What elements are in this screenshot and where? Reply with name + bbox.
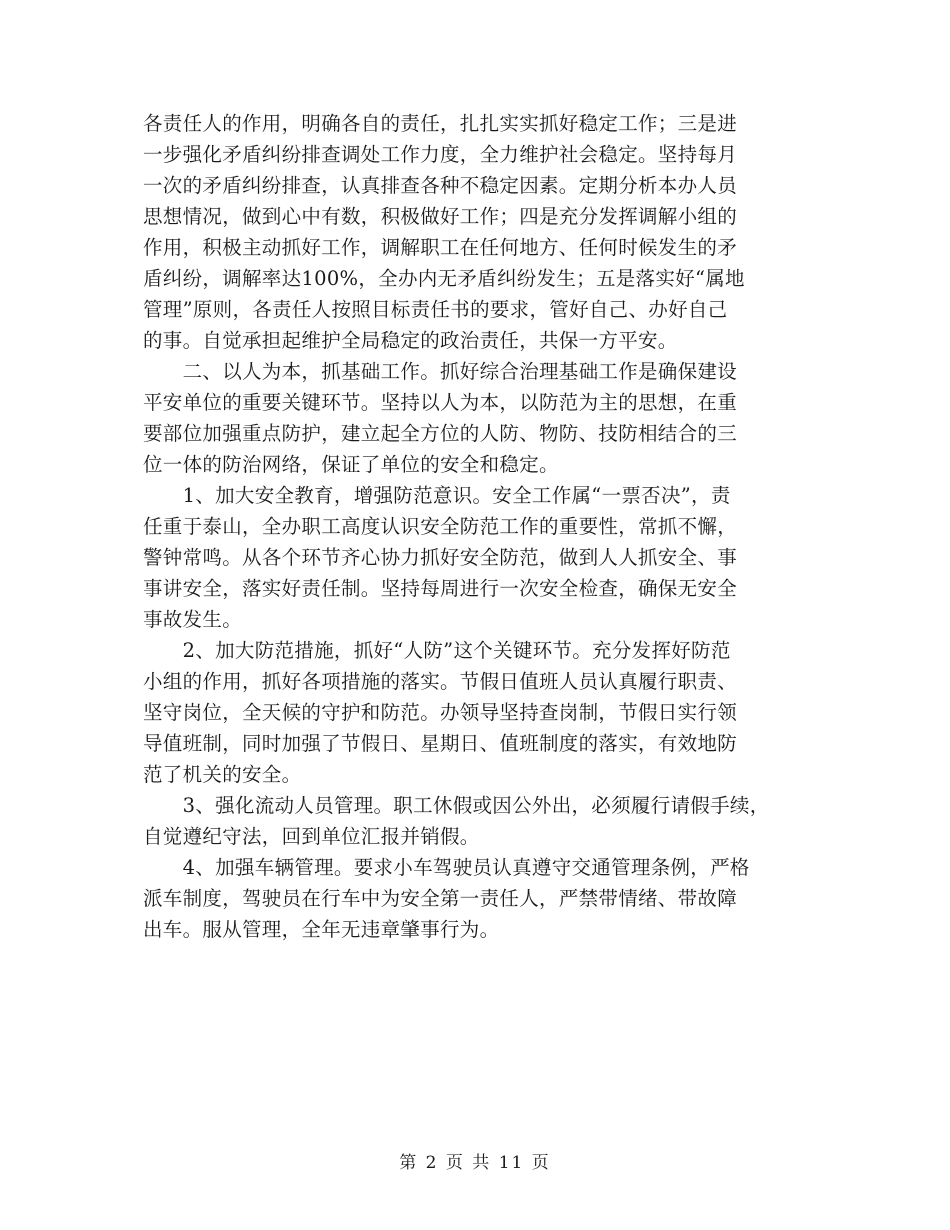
text-line: 的事。自觉承担起维护全局稳定的政治责任，共保一方平安。 — [143, 329, 678, 352]
text-line: 一步强化矛盾纠纷排查调处工作力度，全力维护社会稳定。坚持每月 — [143, 143, 738, 166]
text-line: 小组的作用，抓好各项措施的落实。节假日值班人员认真履行职责、 — [143, 670, 738, 693]
text-line: 派车制度，驾驶员在行车中为安全第一责任人，严禁带情绪、带故障 — [143, 887, 738, 910]
page-number: 第 2 页 共 11 页 — [399, 1153, 551, 1173]
text-line: 4、加强车辆管理。要求小车驾驶员认真遵守交通管理条例，严格 — [143, 856, 750, 879]
text-line: 警钟常鸣。从各个环节齐心协力抓好安全防范，做到人人抓安全、事 — [143, 546, 738, 569]
text-line: 位一体的防治网络，保证了单位的安全和稳定。 — [143, 453, 559, 476]
text-line: 平安单位的重要关键环节。坚持以人为本，以防范为主的思想，在重 — [143, 391, 738, 414]
text-line: 各责任人的作用，明确各自的责任，扎扎实实抓好稳定工作；三是进 — [143, 112, 738, 135]
text-line: 作用，积极主动抓好工作，调解职工在任何地方、任何时候发生的矛 — [143, 236, 738, 259]
text-line: 要部位加强重点防护，建立起全方位的人防、物防、技防相结合的三 — [143, 422, 738, 445]
text-line: 一次的矛盾纠纷排查，认真排查各种不稳定因素。定期分析本办人员 — [143, 174, 738, 197]
text-line: 管理”原则，各责任人按照目标责任书的要求，管好自己、办好自己 — [143, 298, 728, 321]
text-line: 思想情况，做到心中有数，积极做好工作；四是充分发挥调解小组的 — [143, 205, 738, 228]
text-line: 坚守岗位，全天候的守护和防范。办领导坚持查岗制，节假日实行领 — [143, 701, 738, 724]
text-line: 自觉遵纪守法，回到单位汇报并销假。 — [143, 825, 480, 848]
text-line: 1、加大安全教育，增强防范意识。安全工作属“一票否决”，责 — [143, 484, 731, 507]
document-body — [143, 108, 823, 945]
text-line: 3、强化流动人员管理。职工休假或因公外出，必须履行请假手续， — [143, 794, 770, 817]
text-line: 范了机关的安全。 — [143, 763, 302, 786]
text-line: 导值班制，同时加强了节假日、星期日、值班制度的落实，有效地防 — [143, 732, 738, 755]
text-line: 2、加大防范措施，抓好“人防”这个关键环节。充分发挥好防范 — [143, 639, 731, 662]
text-line: 任重于泰山，全办职工高度认识安全防范工作的重要性，常抓不懈， — [143, 515, 738, 538]
text-line: 事讲安全，落实好责任制。坚持每周进行一次安全检查，确保无安全 — [143, 577, 738, 600]
text-line: 事故发生。 — [143, 608, 243, 631]
text-line: 出车。服从管理，全年无违章肇事行为。 — [143, 918, 500, 941]
text-line: 盾纠纷，调解率达100%，全办内无矛盾纠纷发生；五是落实好“属地 — [143, 267, 745, 290]
text-line: 二、以人为本，抓基础工作。抓好综合治理基础工作是确保建设 — [143, 360, 738, 383]
